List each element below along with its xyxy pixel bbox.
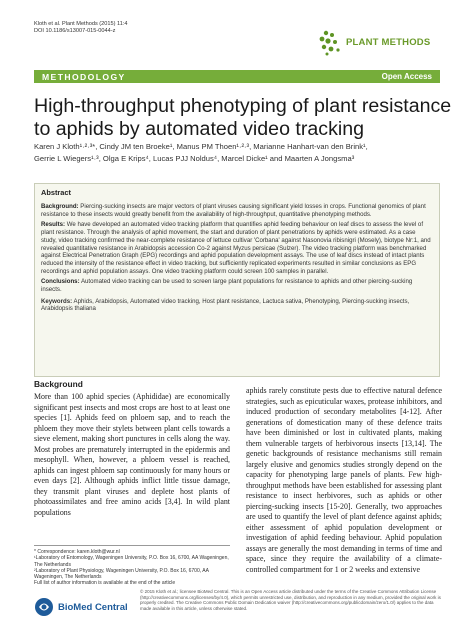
abstract-text: We have developed an automated video tracking platform that quantifies aphid feeding behaviour on leaf discs to assess the level of plant resistance. Through the analysis of aphid movement, the start and duration of plant penetrations by aphids were estimated. As a case study, video tracking confirmed the near-complete resistance of lettuce cultivar 'Corbana' against Nasonovia ribisnigri (Mosely), biotype Nr:1, and revealed quantitative resistance in Arabidopsis accession Co-2 against Myzus persicae (Sulzer). The video tracking platform was benchmarked against Electrical Penetration Graph (EPG) recordings and aphid population development assays. The use of leaf discs instead of intact plants reduced the intensity of the resistance effect in video tracking, but sufficiently replicated experiments resulted in similar conclusions as EPG recordings and aphid population assays. One video tracking platform could screen 100 samples in parallel. xyxy=(41,221,431,275)
author-line: Gerrie L Wiegers¹·³, Olga E Krips⁴, Lucas PJJ Noldus⁴, Marcel Dicke¹ and Maarten A Jongsma³ xyxy=(34,153,355,163)
author-line: Karen J Kloth¹·²·³*, Cindy JM ten Broeke¹, Manus PM Thoen¹·²·³, Marianne Hanhart-van den Brink¹, xyxy=(34,142,368,151)
background-heading: Background xyxy=(34,379,83,389)
abstract-label: Conclusions: xyxy=(41,278,80,286)
abstract-label: Results: xyxy=(41,221,66,229)
right-column xyxy=(246,386,442,575)
title-line: to aphids by automated video tracking xyxy=(34,118,365,140)
body-paragraph: aphids rarely constitute pests due to effective natural defence strategies, such as epicuticular waxes, protease inhibitors, and induced production of secondary metabolites [4-12]. After generations of domestication many of these defence traits have been diminished or lost in cultivated plants, making them vulnerable targets of herbivorous insects [13,14]. The genetic backgrounds of resistance mechanisms still remain largely elusive and genomics studies strongly depend on the capacity for phenotyping large panels of plants. Few high-throughput methods have been established for assessing plant resistance to insect herbivores, such as aphids or other piercing-sucking insects [15-20]. Generally, two approaches are used to quantify the level of plant defence against aphids; either assessment of aphid population development or investigation of aphid feeding behaviour. Aphid population assays are generally the most demanding in terms of time and space, since they require the availability of a climate-controlled compartment for 1 or 2 weeks and extensive xyxy=(246,386,442,574)
abstract-background xyxy=(41,203,433,218)
keywords-text: Aphids, Arabidopsis, Automated video tracking, Host plant resistance, Lactuca sativa, Phenotyping, Piercing-sucking insects, Arabidopsis thaliana xyxy=(41,297,410,313)
article-type-banner xyxy=(34,70,440,83)
article-title xyxy=(34,95,454,141)
abstract-label: Background: xyxy=(41,203,79,210)
keywords xyxy=(41,298,433,313)
citation-header xyxy=(34,21,128,35)
citation-line: Kloth et al. Plant Methods (2015) 11:4 xyxy=(34,21,128,27)
background-paragraph: More than 100 aphid species (Aphididae) are economically significant pest insects and most crops are host to at least one species [1]. Aphids feed on phloem sap, and to reach the phloem they move their stylets between plant cells towards a sieve element, making short punctures in cells along the way. Most probes are prematurely interrupted in the epidermis and mesophyll. When, however, a phloem vessel is reached, aphids can ingest phloem sap continuously for many hours or even days [2]. Although aphids inflict little tissue damage, they transmit plant viruses and deplete host plants of photoassimilates and free amino acids [3,4]. In wild plant populations xyxy=(34,392,230,517)
doi-line[interactable]: DOI 10.1186/s13007-015-0044-z xyxy=(34,28,116,34)
license-text: © 2015 Kloth et al.; licensee BioMed Central. This is an Open Access article distributed under the terms of the Creative Commons Attribution License (http://creativecommons.org/licenses/by/4.0), which permits unrestricted use, distribution, and reproduction in any medium, provided the original work is properly credited. The Creative Commons Public Domain Dedication waiver (http://creativecommons.org/publicdomain/zero/1.0/) applies to the data made available in this article, unless otherwise stated. xyxy=(140,589,441,612)
left-column xyxy=(34,379,230,518)
title-line: High-throughput phenotyping of plant resistance xyxy=(34,95,452,117)
abstract-heading: Abstract xyxy=(41,188,71,197)
journal-name: PLANT METHODS xyxy=(346,37,431,48)
abstract-conclusions xyxy=(41,278,433,293)
abstract-text: Piercing-sucking insects are major vectors of plant viruses causing significant yield losses in crops. Functional genomics of plant resistance to these insects would greatly benefit from the availability of high-throughput, quantitative phenotyping methods. xyxy=(41,203,426,218)
footnotes xyxy=(34,545,230,587)
biomed-central-logo xyxy=(34,597,128,617)
abstract-results xyxy=(41,221,433,275)
publisher-name: BioMed Central xyxy=(58,601,128,613)
abstract-text: Automated video tracking can be used to screen large plant populations for resistance to aphids and other piercing-sucking insects. xyxy=(41,278,413,294)
author-info-note: Full list of author information is available at the end of the article xyxy=(34,580,176,587)
abstract-box xyxy=(34,183,440,377)
author-list xyxy=(34,141,444,164)
affiliation-note: ²Laboratory of Plant Physiology, Wageningen University, P.O. Box 16, 6700, AA Wageningen, The Netherlands xyxy=(34,567,209,581)
biomed-central-icon xyxy=(34,597,54,617)
keywords-label: Keywords: xyxy=(41,297,73,305)
affiliation-note: ¹Laboratory of Entomology, Wageningen University, P.O. Box 16, 6700, AA Wageningen, The Netherlands xyxy=(34,555,229,568)
open-access-label: Open Access xyxy=(381,72,432,81)
article-type-label: METHODOLOGY xyxy=(42,71,126,82)
correspondence-note[interactable]: * Correspondence: karen.kloth@wur.nl xyxy=(34,549,120,555)
